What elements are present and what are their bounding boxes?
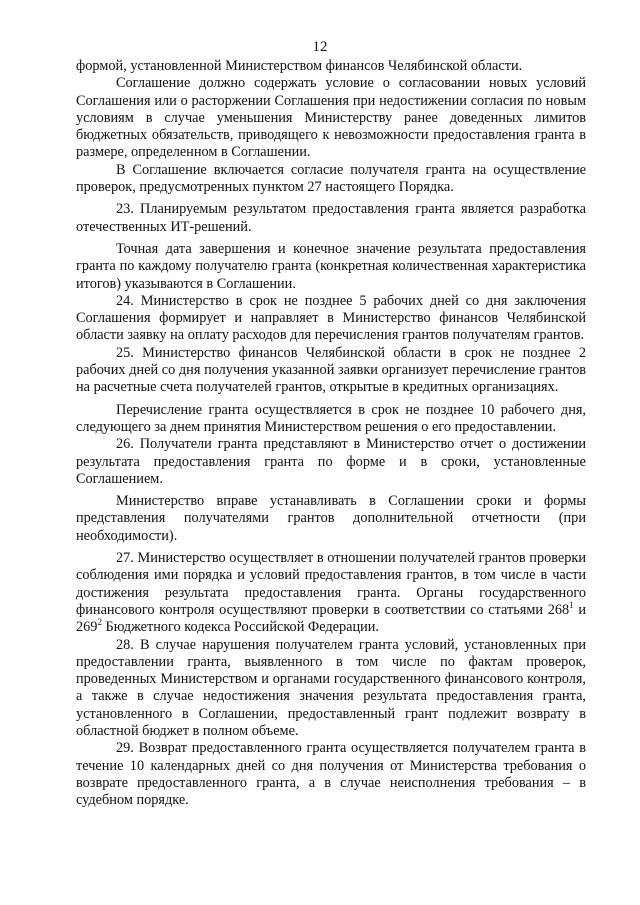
- paragraph-29: 29. Возврат предоставленного гранта осуществляется получателем гранта в течение 10 календарных дней со дня получения от Министерства требования о возврате предоставленного гранта, а в случае неисполнения требования – в судебном порядке.: [76, 740, 586, 809]
- paragraph-27-text: Бюджетного кодекса Российской Федерации.: [101, 619, 380, 636]
- paragraph-inspection-consent: В Соглашение включается согласие получателя гранта на осуществление проверок, предусмотренных пунктом 27 настоящего Порядка.: [76, 161, 586, 196]
- paragraph-25-transfer: Перечисление гранта осуществляется в срок не позднее 10 рабочего дня, следующего за днем принятия Министерством решения о его предоставлении.: [76, 401, 586, 435]
- paragraph-24: 24. Министерство в срок не позднее 5 рабочих дней со дня заключения Соглашения формирует и направляет в Министерство финансов Челябинской области заявку на оплату расходов для перечисления грантов получателям грантов.: [76, 292, 586, 344]
- paragraph-27-text: 27. Министерство осуществляет в отношении получателей грантов проверки соблюдения ими порядка и условий предоставления грантов, в том числе в части достижения результата предоставления гранта. Органы государственного финансового контроля осуществляют проверки в соответствии со статьями 268: [76, 550, 586, 618]
- paragraph-23-detail: Точная дата завершения и конечное значение результата предоставления гранта по каждому получателю гранта (конкретная количественная характеристика итогов) указываются в Соглашении.: [76, 240, 586, 292]
- paragraph-25: 25. Министерство финансов Челябинской области в срок не позднее 2 рабочих дней со дня получения указанной заявки организует перечисление грантов на расчетные счета получателей грантов, открытые в кредитных организациях.: [76, 344, 586, 396]
- page-number: 12: [312, 39, 328, 55]
- superscript: 1: [569, 600, 574, 611]
- document-body: [76, 58, 586, 809]
- paragraph-23: 23. Планируемым результатом предоставления гранта является разработка отечественных ИТ-решений.: [76, 201, 586, 235]
- paragraph-agreement-conditions: Соглашение должно содержать условие о согласовании новых условий Соглашения или о расторжении Соглашения при недостижении согласия по новым условиям в случае уменьшения Министерству ранее доведенных лимитов бюджетных обязательств, приводящего к невозможности предоставления гранта в размере, определенном в Соглашении.: [76, 75, 586, 161]
- superscript: 2: [97, 617, 102, 628]
- paragraph-28: 28. В случае нарушения получателем гранта условий, установленных при предоставлении гранта, выявленного в том числе по фактам проверок, проведенных Министерством и органами государственного финансового контроля, а также в случае недостижения значения результата предоставления гранта, установленного в Соглашении, предоставленный грант подлежит возврату в областной бюджет в полном объеме.: [76, 636, 586, 739]
- paragraph-27-text: и 269: [76, 601, 586, 636]
- paragraph-26: 26. Получатели гранта представляют в Министерство отчет о достижении результата предоставления гранта по форме и в сроки, установленные Соглашением.: [76, 436, 586, 487]
- paragraph-continuation: формой, установленной Министерством финансов Челябинской области.: [76, 58, 523, 74]
- paragraph-27: [76, 550, 586, 636]
- paragraph-26-reporting: Министерство вправе устанавливать в Соглашении сроки и формы представления получателями грантов дополнительной отчетности (при необходимости).: [76, 493, 586, 544]
